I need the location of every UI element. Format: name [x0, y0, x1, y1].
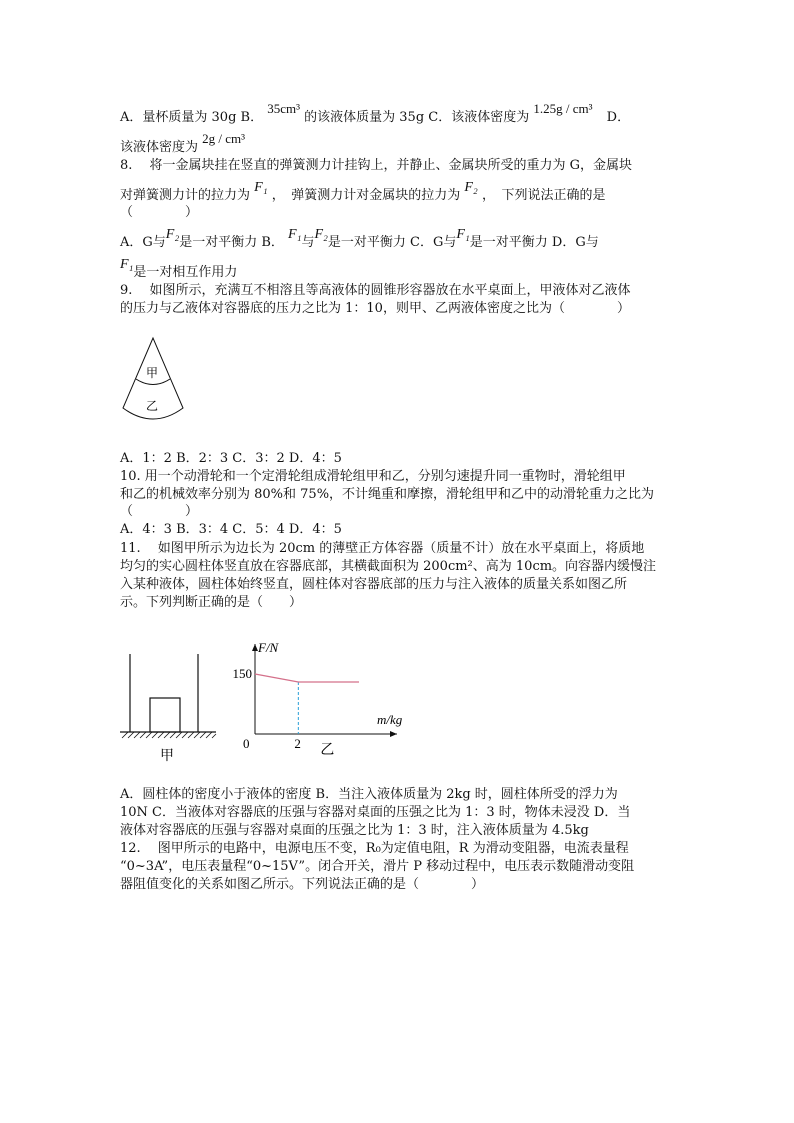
q8-option-a: A．G与	[120, 235, 166, 250]
q11-stem-line4: 示。下列判断正确的是（ ）	[120, 595, 303, 610]
chart-marks	[255, 674, 359, 734]
q8-f1-symbol: F₁	[254, 180, 268, 195]
force-line	[255, 674, 359, 682]
q9-stem-line2: 的压力与乙液体对容器底的压力之比为 1：10，则甲、乙两液体密度之比为（ ）	[120, 301, 630, 316]
q8-stem-line1: 8. 将一金属块挂在竖直的弹簧测力计挂钩上，并静止、金属块所受的重力为 G，金属块	[120, 158, 633, 173]
q8-f2-symbol-b: F₂	[314, 227, 328, 242]
q8-stem-line2	[120, 180, 606, 204]
q8-answer-blank: （ ）	[120, 205, 199, 220]
q7-volume-expr: 35cm³	[267, 101, 300, 116]
q8-option-d-rest: 是一对相互作用力	[133, 265, 238, 280]
q11-options-line2: 10N C．当液体对容器底的压强与容器对桌面的压强之比为 1：3 时，物体未浸没 D．当	[120, 805, 631, 820]
q9-stem-line1: 9. 如图所示，充满互不相溶且等高液体的圆锥形容器放在水平桌面上，甲液体对乙液体	[120, 283, 631, 298]
x-tick-label: 0	[243, 736, 250, 751]
q8-f2-symbol: F₂	[464, 180, 478, 195]
q10-answer-blank: （ ）	[120, 504, 199, 519]
q8-text-a: 对弹簧测力计的拉力为	[120, 188, 251, 203]
q7-options-line1	[120, 101, 631, 126]
chart-axes	[233, 640, 403, 758]
liquid-jia-label: 甲	[146, 366, 159, 380]
q12-stem-line2: “0~3A”，电压表量程“0~15V”。闭合开关，滑片 P 移动过程中，电压表示数随滑动变阻	[120, 859, 635, 874]
q10-stem-line2: 和乙的机械效率分别为 80%和 75%，不计绳重和摩擦，滑轮组甲和乙中的动滑轮重力之比为	[120, 487, 655, 502]
figure-yi-label: 乙	[320, 743, 335, 758]
q9-options: A．1：2 B．2：3 C．3：2 D．4：5	[120, 451, 342, 466]
q11-stem-line1: 11. 如图甲所示为边长为 20cm 的薄壁正方体容器（质量不计）放在水平桌面上，将质地	[120, 541, 645, 556]
q11-options-line1: A．圆柱体的密度小于液体的密度 B．当注入液体质量为 2kg 时，圆柱体所受的浮力为	[120, 787, 618, 802]
cylinder	[150, 698, 180, 732]
q10-stem-line1: 10. 用一个动滑轮和一个定滑轮组成滑轮组甲和乙，分别匀速提升同一重物时，滑轮组甲	[120, 469, 626, 484]
y-tick-label: 150	[232, 666, 252, 681]
q8-option-c-rest: 是一对平衡力 D．G与	[469, 235, 599, 250]
q8-f1-symbol-d: F₁	[120, 257, 134, 272]
q7-option-b-c: 的该液体质量为 35g C．该液体密度为	[304, 110, 530, 125]
q8-f1-symbol-c: F₁	[456, 227, 470, 242]
force-mass-chart	[228, 640, 403, 770]
x-axis-label: m/kg	[377, 712, 403, 727]
q8-option-b: 与	[301, 235, 315, 250]
q10-options: A．4：3 B．3：4 C．5：4 D．4：5	[120, 522, 342, 537]
y-axis-label: F/N	[258, 640, 279, 655]
q12-stem-line1: 12. 图甲所示的电路中，电源电压不变，R₀为定值电阻，R 为滑动变阻器，电流表量程	[120, 841, 629, 856]
q8-options-line2	[120, 257, 238, 281]
q8-text-c: ， 下列说法正确的是	[481, 188, 606, 203]
q8-f2-symbol-a: F₂	[165, 227, 180, 242]
q12-stem-line3: 器阻值变化的关系如图乙所示。下列说法正确的是（ ）	[120, 877, 485, 892]
q7-options-line2	[120, 131, 246, 156]
q7-density-d: 2g / cm³	[202, 131, 246, 146]
q7-option-d: D．	[606, 110, 631, 125]
q7-option-a: A．量杯质量为 30g B．	[120, 110, 264, 125]
container-diagram-jia	[118, 652, 220, 767]
q11-stem-line2: 均匀的实心圆柱体竖直放在容器底部，其横截面积为 200cm²、高为 10cm。向容器内缓慢注	[120, 559, 657, 574]
q11-options-line3: 液体对容器底的压强与容器对桌面的压强之比为 1：3 时，注入液体质量为 4.5kg	[120, 823, 589, 838]
cone-container-diagram	[118, 335, 198, 425]
table-hatching	[122, 732, 216, 738]
figure-jia-label: 甲	[160, 749, 174, 764]
q7-option-d-text: 该液体密度为	[120, 140, 199, 155]
x-axis-arrow	[390, 731, 397, 737]
q8-text-b: ， 弹簧测力计对金属块的拉力为	[271, 188, 461, 203]
liquid-yi-label: 乙	[146, 399, 159, 413]
x-tick-label: 2	[294, 736, 301, 751]
q8-f1-symbol-b: F₁	[288, 227, 302, 242]
q8-options-line1	[120, 227, 599, 251]
q8-option-a-rest: 是一对平衡力 B．	[179, 235, 284, 250]
q8-option-b-rest: 是一对平衡力 C．G与	[327, 235, 457, 250]
q7-density-c: 1.25g / cm³	[533, 101, 593, 116]
q11-stem-line3: 入某种液体，圆柱体始终竖直，圆柱体对容器底部的压力与注入液体的质量关系如图乙所	[120, 577, 628, 592]
